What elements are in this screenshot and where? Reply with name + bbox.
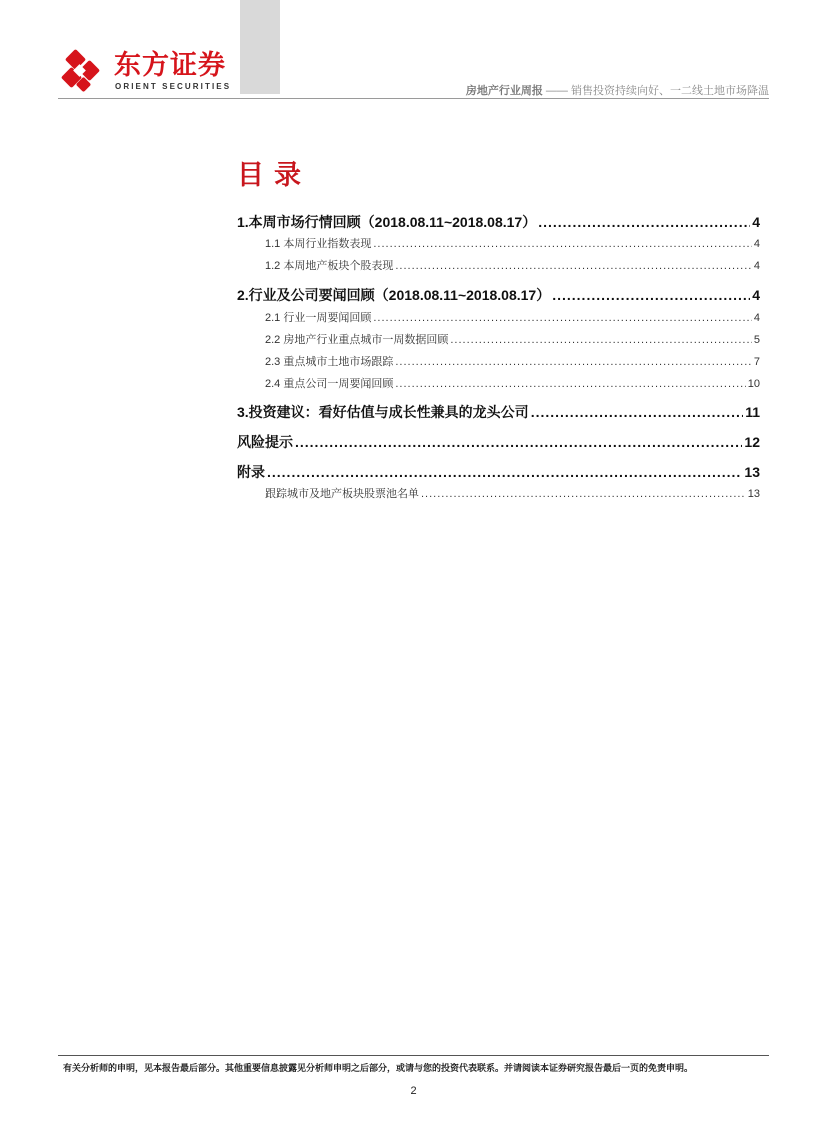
running-header [466, 82, 769, 98]
toc-entry-page: 4 [752, 287, 760, 303]
toc-entry-label: 2.2 房地产行业重点城市一周数据回顾 [265, 334, 449, 346]
toc-dot-leader [373, 238, 752, 250]
toc-dot-leader [373, 312, 752, 324]
toc-entry-subsection[interactable] [265, 353, 760, 369]
logo-chinese-name: 东方证券 [114, 50, 226, 81]
header-tab-block [240, 0, 280, 94]
footer-disclaimer: 有关分析师的申明，见本报告最后部分。其他重要信息披露见分析师申明之后部分，或请与您的投资代表联系。并请阅读本证券研究报告最后一页的免责申明。 [63, 1063, 694, 1073]
toc-dot-leader [295, 434, 742, 450]
toc-entry-section[interactable] [237, 432, 760, 452]
toc-entry-page: 4 [752, 214, 760, 230]
toc-entry-label: 1.本周市场行情回顾（2018.08.11~2018.08.17） [237, 214, 537, 230]
toc-dot-leader [450, 334, 752, 346]
toc-entry-subsection[interactable] [265, 235, 760, 251]
page-number: 2 [410, 1085, 417, 1097]
toc-entry-label: 2.行业及公司要闻回顾（2018.08.11~2018.08.17） [237, 287, 551, 303]
toc-entry-page: 7 [753, 356, 760, 368]
toc-entry-section[interactable] [237, 462, 760, 482]
toc-dot-leader [267, 464, 742, 480]
toc-dot-leader [538, 214, 750, 230]
toc-entry-section[interactable] [237, 285, 760, 305]
toc-entry-section[interactable] [237, 212, 760, 232]
toc-entry-page: 13 [744, 464, 760, 480]
toc-entry-subsection[interactable] [265, 309, 760, 325]
toc-entry-page: 4 [753, 312, 760, 324]
company-logo [58, 49, 232, 99]
toc-dot-leader [421, 488, 746, 500]
toc-entry-section[interactable] [237, 402, 760, 422]
toc-entry-label: 风险提示 [237, 434, 293, 450]
toc-entry-page: 4 [753, 260, 760, 272]
report-subtitle: 销售投资持续向好、一二线土地市场降温 [571, 85, 769, 97]
toc-entry-label: 2.4 重点公司一周要闻回顾 [265, 378, 394, 390]
toc-entry-page: 5 [753, 334, 760, 346]
toc-entry-subsection[interactable] [265, 485, 760, 501]
toc-entry-label: 附录 [237, 464, 265, 480]
logo-english-name: ORIENT SECURITIES [115, 82, 232, 91]
toc-entry-label: 1.2 本周地产板块个股表现 [265, 260, 394, 272]
toc-entry-page: 13 [747, 488, 760, 500]
toc-dot-leader [531, 404, 744, 420]
toc-dot-leader [395, 356, 752, 368]
report-type: 房地产行业周报 [465, 85, 543, 97]
toc-entry-subsection[interactable] [265, 257, 760, 273]
footer-divider [58, 1055, 769, 1056]
toc-dot-leader [395, 378, 745, 390]
toc-dot-leader [552, 287, 750, 303]
toc-dot-leader [395, 260, 752, 272]
toc-entry-subsection[interactable] [265, 375, 760, 391]
toc-entry-label: 1.1 本周行业指数表现 [265, 238, 372, 250]
toc-entry-subsection[interactable] [265, 331, 760, 347]
toc-heading: 目录 [237, 160, 311, 191]
toc-entry-page: 10 [747, 378, 760, 390]
toc-entry-page: 11 [745, 404, 760, 420]
header-divider [58, 98, 769, 99]
toc-entry-page: 4 [753, 238, 760, 250]
toc-entry-label: 跟踪城市及地产板块股票池名单 [265, 488, 419, 500]
toc-entry-label: 3.投资建议：看好估值与成长性兼具的龙头公司 [237, 404, 529, 420]
toc-entry-label: 2.1 行业一周要闻回顾 [265, 312, 372, 324]
toc-entry-page: 12 [744, 434, 760, 450]
header-separator: —— [542, 85, 571, 97]
orient-logo-icon [58, 49, 106, 95]
toc-entry-label: 2.3 重点城市土地市场跟踪 [265, 356, 394, 368]
